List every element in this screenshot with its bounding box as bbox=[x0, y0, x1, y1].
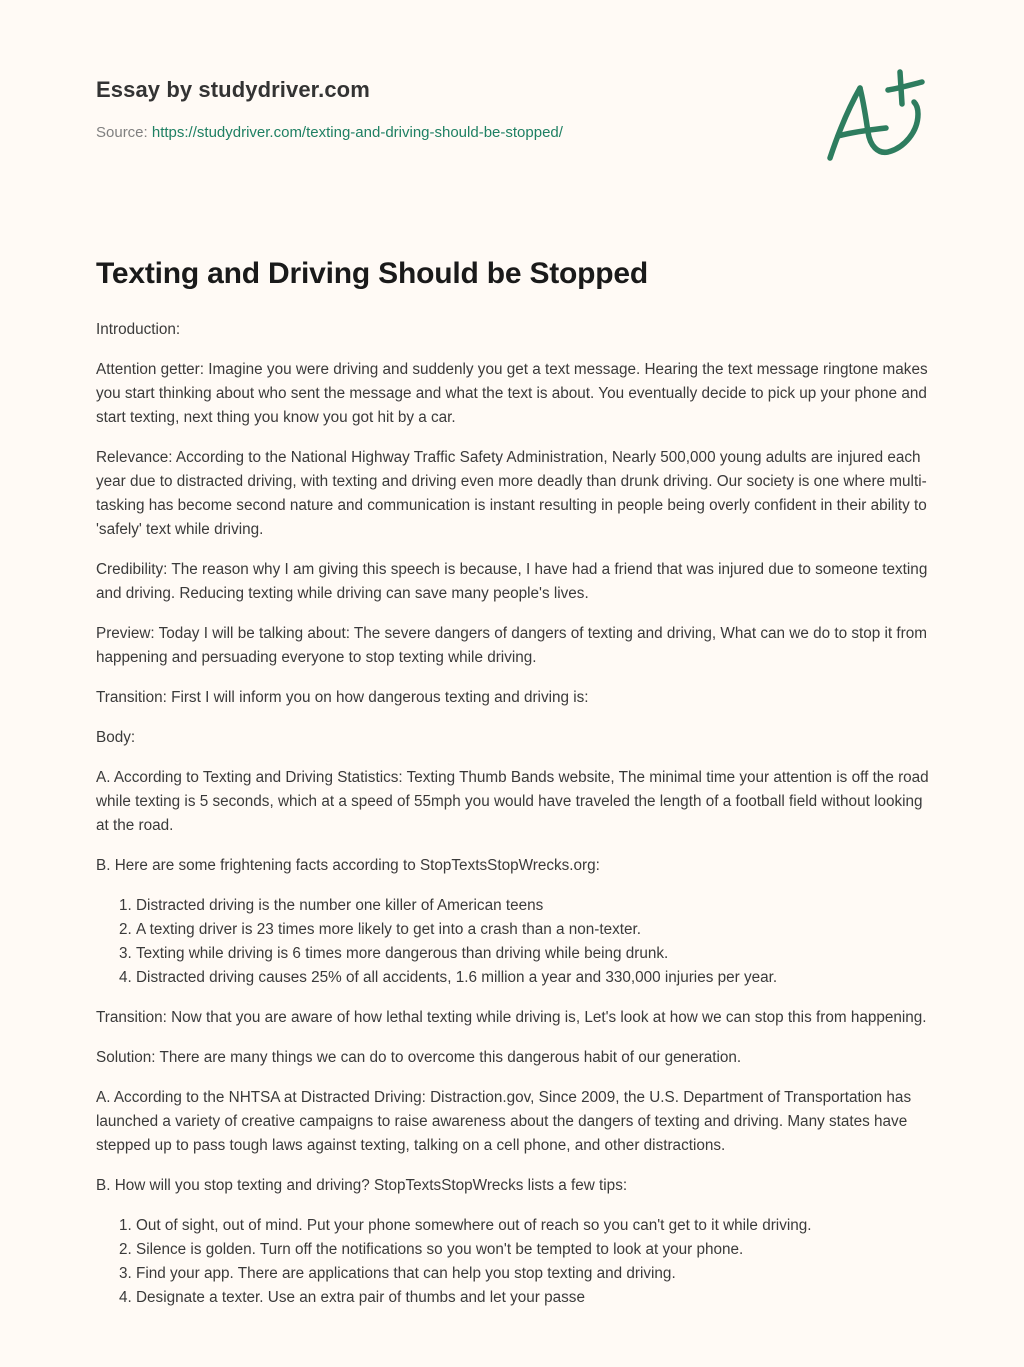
body-point-b: B. Here are some frightening facts according to StopTextsStopWrecks.org: bbox=[96, 857, 600, 874]
list-item: 4. Distracted driving causes 25% of all accidents, 1.6 million a year and 330,000 injuries per year. bbox=[136, 966, 932, 990]
brand-title: Essay by studydriver.com bbox=[96, 77, 370, 102]
source-link[interactable]: https://studydriver.com/texting-and-driving-should-be-stopped/ bbox=[151, 124, 563, 141]
body-label: Body: bbox=[96, 729, 136, 746]
source-line bbox=[96, 123, 796, 143]
transition-paragraph: Transition: Now that you are aware of how lethal texting while driving is, Let's look at how we can stop this from happening. bbox=[96, 1009, 927, 1026]
a-plus-grade-icon bbox=[818, 64, 938, 168]
list-item: 3. Find your app. There are applications that can help you stop texting and driving. bbox=[136, 1262, 932, 1286]
intro-label: Introduction: bbox=[96, 321, 181, 338]
list-item: 3. Texting while driving is 6 times more dangerous than driving while being drunk. bbox=[136, 942, 932, 966]
essay-title: Texting and Driving Should be Stopped bbox=[96, 257, 649, 290]
attention-getter-paragraph: Attention getter: Imagine you were driving and suddenly you get a text message. Hearing the text message ringtone makes you start thinking about who sent the message and what the text is about. You eventually decide to pick up your phone and start texting, next thing you know you got hit by a car. bbox=[96, 361, 928, 426]
solution-point-a: A. According to the NHTSA at Distracted Driving: Distraction.gov, Since 2009, the U.S. Department of Transportation has launched a variety of creative campaigns to raise awareness about the dangers of texting and driving. Many states have stepped up to pass tough laws against texting, talking on a cell phone, and other distractions. bbox=[96, 1089, 912, 1154]
list-item: 1. Distracted driving is the number one killer of American teens bbox=[136, 894, 932, 918]
source-label: Source: bbox=[96, 124, 152, 141]
list-item: 1. Out of sight, out of mind. Put your phone somewhere out of reach so you can't get to it while driving. bbox=[136, 1214, 932, 1238]
transition-paragraph: Transition: First I will inform you on how dangerous texting and driving is: bbox=[96, 689, 589, 706]
relevance-paragraph: Relevance: According to the National Highway Traffic Safety Administration, Nearly 500,000 young adults are injured each year due to distracted driving, with texting and driving even more deadly than drunk driving. Our society is one where multi-tasking has become second nature and communication is instant resulting in people being overly confident in their ability to 'safely' text while driving. bbox=[96, 449, 927, 538]
solution-point-b: B. How will you stop texting and driving? StopTextsStopWrecks lists a few tips: bbox=[96, 1177, 628, 1194]
list-item: 2. A texting driver is 23 times more likely to get into a crash than a non-texter. bbox=[136, 918, 932, 942]
tips-list bbox=[96, 1214, 932, 1310]
preview-paragraph: Preview: Today I will be talking about: The severe dangers of dangers of texting and driving, What can we do to stop it from happening and persuading everyone to stop texting while driving. bbox=[96, 625, 928, 666]
facts-list bbox=[96, 894, 932, 990]
page-header bbox=[96, 74, 796, 143]
list-item: 2. Silence is golden. Turn off the notifications so you won't be tempted to look at your phone. bbox=[136, 1238, 932, 1262]
essay-content bbox=[96, 252, 932, 1326]
solution-paragraph: Solution: There are many things we can do to overcome this dangerous habit of our generation. bbox=[96, 1049, 742, 1066]
list-item: 4. Designate a texter. Use an extra pair of thumbs and let your passe bbox=[136, 1286, 932, 1310]
credibility-paragraph: Credibility: The reason why I am giving this speech is because, I have had a friend that was injured due to someone texting and driving. Reducing texting while driving can save many people's lives. bbox=[96, 561, 928, 602]
body-point-a: A. According to Texting and Driving Statistics: Texting Thumb Bands website, The minimal time your attention is off the road while texting is 5 seconds, which at a speed of 55mph you would have traveled the length of a football field without looking at the road. bbox=[96, 769, 929, 834]
